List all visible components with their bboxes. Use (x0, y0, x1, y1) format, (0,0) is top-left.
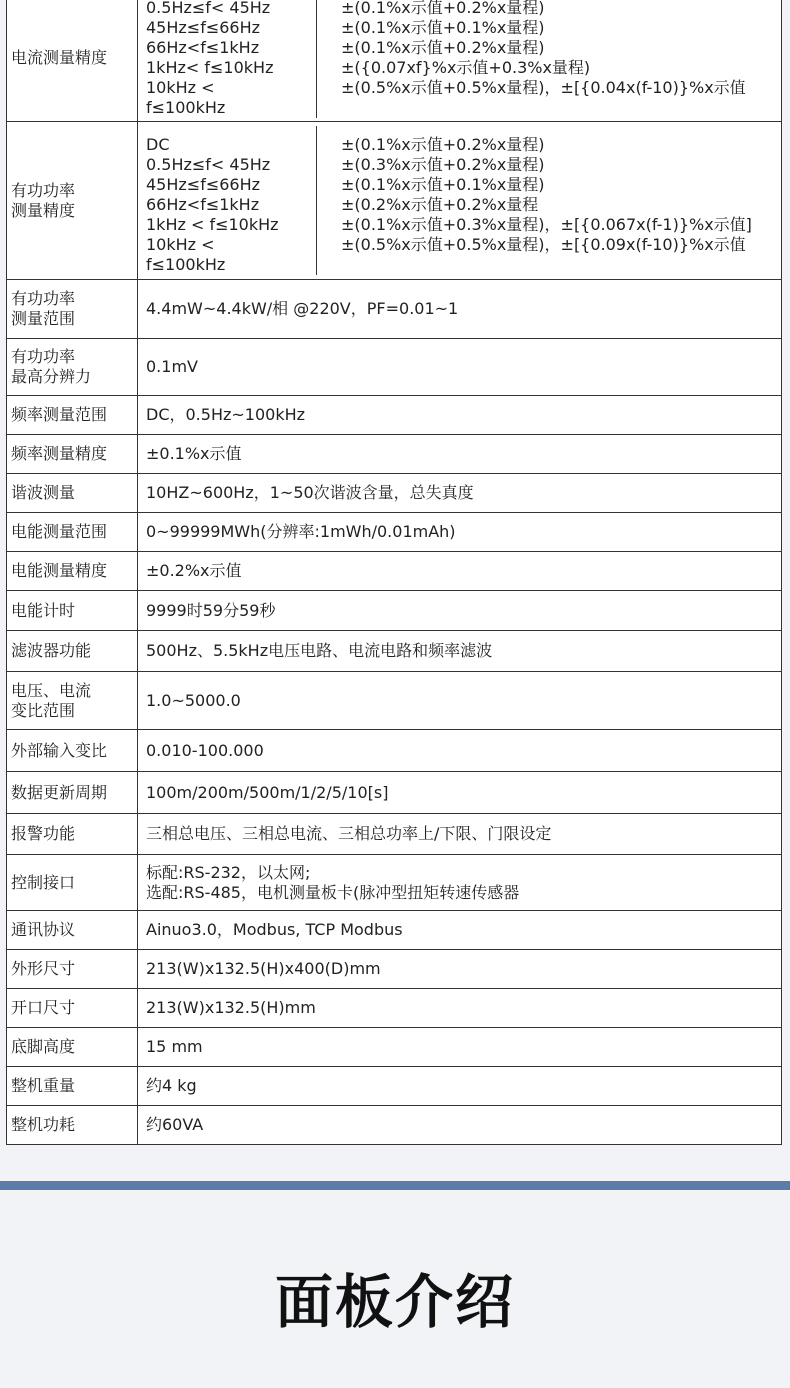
row-value: 0.1mV (138, 339, 782, 396)
table-row (7, 552, 782, 591)
row-label: 频率测量范围 (7, 396, 138, 435)
section-divider-bar (0, 1181, 790, 1190)
table-row (7, 855, 782, 911)
spec-table (6, 0, 782, 1145)
row-label: 电压、电流 变比范围 (7, 672, 138, 730)
row-label: 电能测量范围 (7, 513, 138, 552)
row-value: 4.4mW~4.4kW/相 @220V，PF=0.01~1 (138, 280, 782, 339)
row-label: 开口尺寸 (7, 989, 138, 1028)
row-label: 外形尺寸 (7, 950, 138, 989)
table-row (7, 513, 782, 552)
table-row (7, 911, 782, 950)
row-value: DC，0.5Hz~100kHz (138, 396, 782, 435)
table-row (7, 730, 782, 772)
table-row (7, 814, 782, 855)
row-label: 数据更新周期 (7, 772, 138, 814)
table-row (7, 1067, 782, 1106)
accuracy-values: ±(0.1%x示值+0.2%x量程) ±(0.1%x示值+0.1%x量程) ±(0.1%x示值+0.2%x量程) ±({0.07xf}%x示值+0.3%x量程) ±(0.5%x示值+0.5%x量程)，±[{0.04x(f-10)}%x示值 (341, 0, 746, 97)
row-value: 213(W)x132.5(H)mm (138, 989, 782, 1028)
row-value: 100m/200m/500m/1/2/5/10[s] (138, 772, 782, 814)
frequency-ranges: DC 0.5Hz≤f< 45Hz 45Hz≤f≤66Hz 66Hz<f≤1kHz 1kHz < f≤10kHz 10kHz < f≤100kHz (138, 126, 317, 275)
row-label: 有功功率 最高分辨力 (7, 339, 138, 396)
row-value: 约60VA (138, 1106, 782, 1145)
row-value: 0.010-100.000 (138, 730, 782, 772)
row-value: 约4 kg (138, 1067, 782, 1106)
row-value: 10HZ~600Hz，1~50次谐波含量，总失真度 (138, 474, 782, 513)
row-label: 滤波器功能 (7, 631, 138, 672)
frequency-ranges: 0.5Hz≤f< 45Hz 45Hz≤f≤66Hz 66Hz<f≤1kHz 1kHz< f≤10kHz 10kHz < f≤100kHz (138, 0, 317, 118)
row-value: 标配:RS-232，以太网; 选配:RS-485，电机测量板卡(脉冲型扭矩转速传感器 (138, 855, 782, 911)
row-value: 1.0~5000.0 (138, 672, 782, 730)
row-label: 谐波测量 (7, 474, 138, 513)
table-row (7, 672, 782, 730)
row-label: 有功功率 测量范围 (7, 280, 138, 339)
table-row (7, 1106, 782, 1145)
row-label: 报警功能 (7, 814, 138, 855)
row-label: 电流测量精度 (7, 0, 138, 122)
row-label: 控制接口 (7, 855, 138, 911)
row-value: 9999时59分59秒 (138, 591, 782, 631)
table-row (7, 396, 782, 435)
table-row (7, 122, 782, 280)
row-value: 15 mm (138, 1028, 782, 1067)
row-value: 三相总电压、三相总电流、三相总功率上/下限、门限设定 (138, 814, 782, 855)
row-label: 底脚高度 (7, 1028, 138, 1067)
table-row (7, 591, 782, 631)
table-row (7, 631, 782, 672)
row-label: 外部输入变比 (7, 730, 138, 772)
table-row (7, 435, 782, 474)
table-row (7, 280, 782, 339)
row-label: 电能计时 (7, 591, 138, 631)
row-label: 通讯协议 (7, 911, 138, 950)
table-row (7, 474, 782, 513)
row-value: 0~99999MWh(分辨率:1mWh/0.01mAh) (138, 513, 782, 552)
row-label: 电能测量精度 (7, 552, 138, 591)
row-label: 整机重量 (7, 1067, 138, 1106)
table-row (7, 339, 782, 396)
row-value: ±0.2%x示值 (138, 552, 782, 591)
table-row (7, 989, 782, 1028)
row-value: 500Hz、5.5kHz电压电路、电流电路和频率滤波 (138, 631, 782, 672)
table-row (7, 772, 782, 814)
row-label: 整机功耗 (7, 1106, 138, 1145)
accuracy-values: ±(0.1%x示值+0.2%x量程) ±(0.3%x示值+0.2%x量程) ±(0.1%x示值+0.1%x量程) ±(0.2%x示值+0.2%x量程 ±(0.1%x示值+0.3%x量程)，±[{0.067x(f-1)}%x示值] ±(0.5%x示值+0.5%x量程)，±[{0.09x(f-10)}%x示值 (341, 135, 752, 254)
row-label: 有功功率 测量精度 (7, 122, 138, 280)
table-row (7, 0, 782, 122)
table-row (7, 1028, 782, 1067)
row-value: 213(W)x132.5(H)x400(D)mm (138, 950, 782, 989)
row-value: Ainuo3.0，Modbus, TCP Modbus (138, 911, 782, 950)
row-value: ±0.1%x示值 (138, 435, 782, 474)
table-row (7, 950, 782, 989)
section-title: 面板介绍 (274, 1268, 515, 1336)
row-label: 频率测量精度 (7, 435, 138, 474)
